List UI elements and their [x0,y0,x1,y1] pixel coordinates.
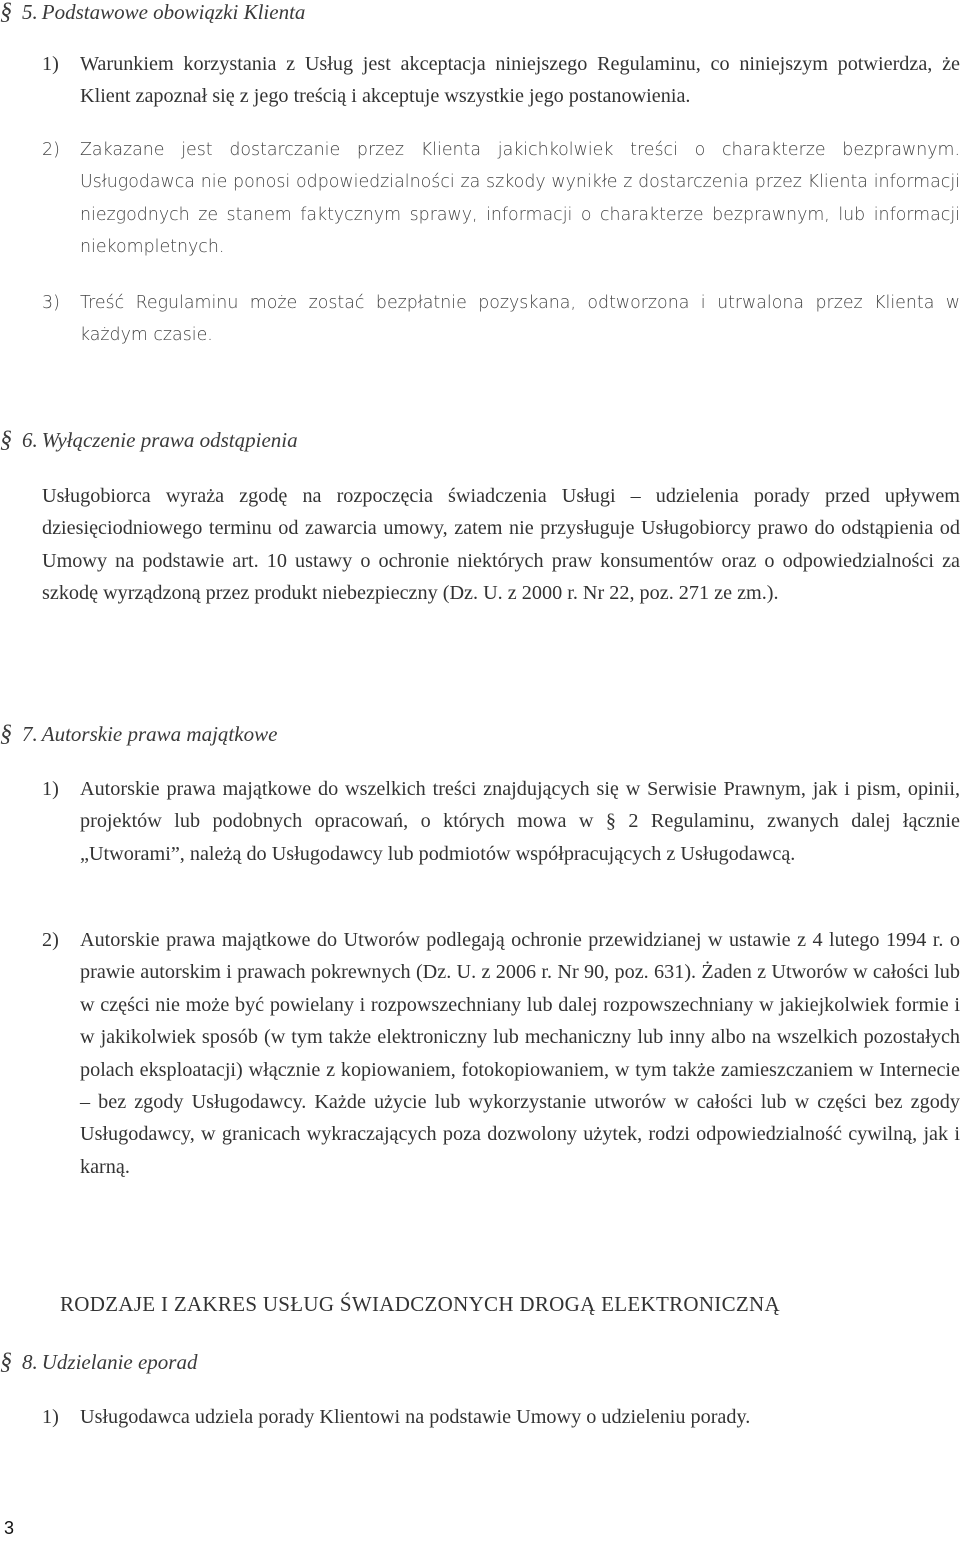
item-text: Zakazane jest dostarczanie przez Klienta jakichkolwiek treści o charakterze bezprawnym. Usługodawca nie ponosi odpowiedzialności za szkody wynikłe z dostarczenia przez Klienta informacji niezgodnych ze stanem faktycznym sprawy, informacji o charakterze bezprawnym, lub informacji niekompletnych. [80,140,960,258]
section-7-item-1 [42,773,960,870]
section-6-heading [0,428,298,452]
body-text: Usługobiorca wyraża zgodę na rozpoczęcia świadczenia Usługi – udzielenia porady przed upływem dziesięciodniowego terminu od zawarcia umowy, zatem nie przysługuje Usługobiorcy prawo do odstąpienia od Umowy na podstawie art. 10 ustawy o ochronie niektórych praw konsumentów oraz o odpowiedzialności za szkodę wyrządzoną przez produkt niebezpieczny (Dz. U. z 2000 r. Nr 22, poz. 271 ze zm.). [42,485,960,605]
section-title: Podstawowe obowiązki Klienta [41,0,306,24]
item-text: Warunkiem korzystania z Usług jest akceptacja niniejszego Regulaminu, co niniejszym potwierdza, że Klient zapoznał się z jego treścią i akceptuje wszystkie jego postanowienia. [80,53,960,108]
paragraph-sign-icon: § [0,0,12,25]
chapter-title: RODZAJE I ZAKRES USŁUG ŚWIADCZONYCH DROGĄ ELEKTRONICZNĄ [60,1292,780,1316]
section-7-heading [0,722,277,746]
section-number: 8. [22,1350,38,1374]
section-title: Wyłączenie prawa odstąpienia [41,428,298,452]
section-5-heading [0,0,305,24]
item-marker: 1) [42,1406,59,1428]
page-number: 3 [4,1518,15,1538]
section-8-heading [0,1350,197,1374]
item-marker: 2) [42,929,59,951]
section-5-item-2 [42,134,960,264]
item-text: Autorskie prawa majątkowe do wszelkich treści znajdujących się w Serwisie Prawnym, jak i pism, opinii, projektów lub podobnych opracowań, o których mowa w § 2 Regulaminu, zwanych dalej łącznie „Utworami”, należą do Usługodawcy lub podmiotów współpracujących z Usługodawcą. [80,778,960,865]
section-number: 5. [22,0,38,24]
item-text: Autorskie prawa majątkowe do Utworów podlegają ochronie przewidzianej w ustawie z 4 lutego 1994 r. o prawie autorskim i prawach pokrewnych (Dz. U. z 2006 r. Nr 90, poz. 631). Żaden z Utworów w całości lub w części nie może być powielany i rozpowszechniany lub dalej rozpowszechniany w jakiejkolwiek formie i w jakikolwiek sposób (w tym także elektroniczny lub mechaniczny lub inny albo na wszelkich pozostałych polach eksploatacji) włącznie z kopiowaniem, fotokopiowaniem, w tym także zamieszczaniem w Internecie – bez zgody Usługodawcy. Każde użycie lub wykorzystanie utworów w całości lub w części bez zgody Usługodawcy, w granicach wykraczających poza dozwolony użytek, rodzi odpowiedzialność cywilną, jak i karną. [80,929,960,1178]
section-6-body [42,480,960,610]
paragraph-sign-icon: § [0,427,12,453]
item-text: Usługodawca udziela porady Klientowi na podstawie Umowy o udzieleniu porady. [80,1406,751,1428]
item-marker: 2) [42,140,60,160]
paragraph-sign-icon: § [0,721,12,747]
section-number: 6. [22,428,38,452]
paragraph-sign-icon: § [0,1349,12,1375]
section-title: Autorskie prawa majątkowe [41,722,278,746]
item-marker: 3) [42,293,60,313]
section-8-item-1 [42,1401,960,1433]
section-5-item-1 [42,48,960,113]
section-title: Udzielanie eporad [41,1350,198,1374]
section-7-item-2 [42,924,960,1183]
item-marker: 1) [42,778,59,800]
section-5-item-3 [42,287,960,352]
item-text: Treść Regulaminu może zostać bezpłatnie pozyskana, odtworzona i utrwalona przez Klienta w każdym czasie. [80,293,960,346]
item-marker: 1) [42,53,59,75]
section-number: 7. [22,722,38,746]
